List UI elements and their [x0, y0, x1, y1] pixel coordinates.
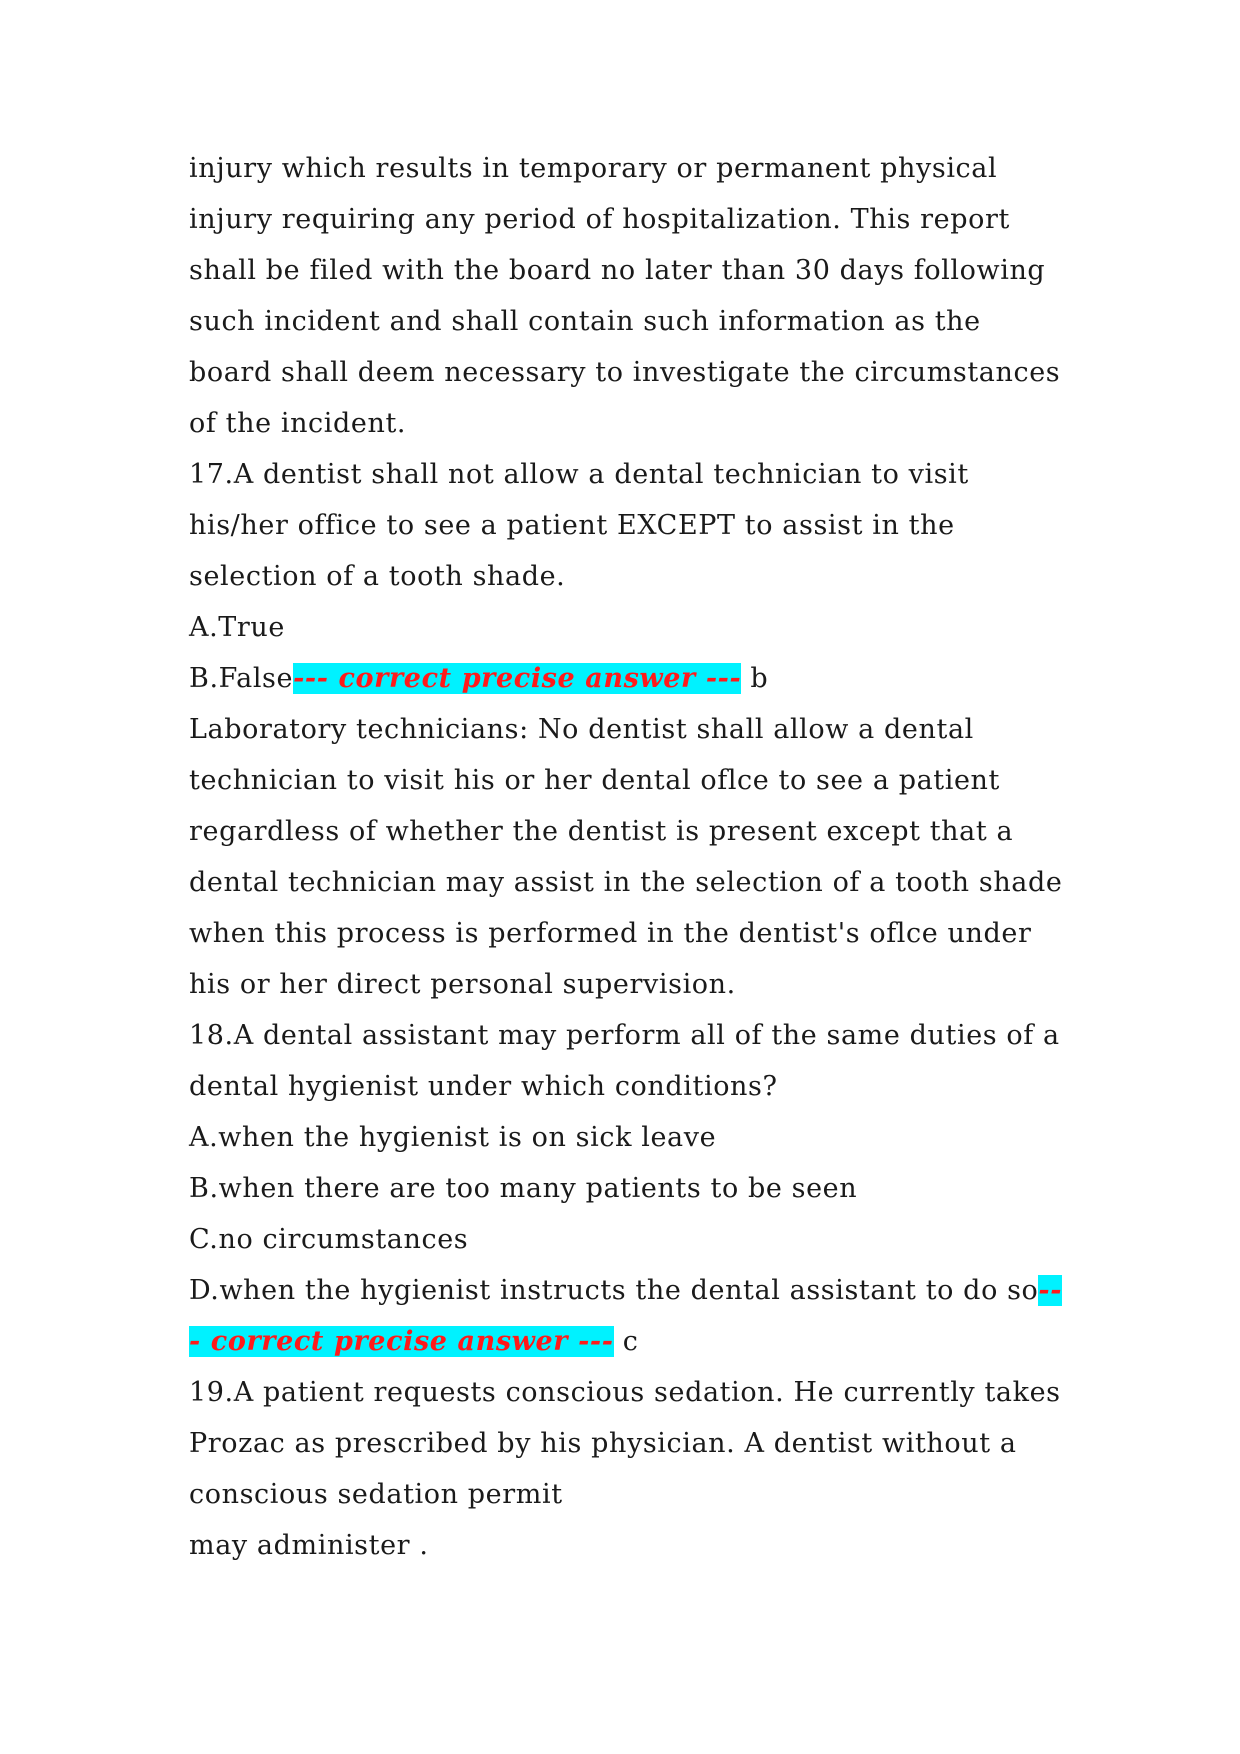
paragraph-incident-report: injury which results in temporary or permanent physical injury requiring any period of hospitalization. This report shall be filed with the board no later than 30 days following such incident and shall contain such information as the board shall deem necessary to investigate the circumstances of the incident. [189, 153, 1061, 439]
option-text: B.False [189, 663, 294, 694]
document-page [189, 143, 1069, 1571]
answer-letter: b [741, 663, 769, 694]
answer-letter: c [613, 1326, 639, 1357]
option-18-c: C.no circumstances [189, 1224, 469, 1255]
option-17-a: A.True [189, 612, 285, 643]
option-18-a: A.when the hygienist is on sick leave [189, 1122, 717, 1153]
question-18: 18.A dental assistant may perform all of the same duties of a dental hygienist under which conditions? [189, 1020, 1060, 1102]
explanation-laboratory-technicians: Laboratory technicians: No dentist shall allow a dental technician to visit his or her dental oflce to see a patient regardless of whether the dentist is present except that a dental technician may assist in the selection of a tooth shade when this process is performed in the dentist's oflce under his or her direct personal supervision. [189, 714, 1063, 1000]
question-19: 19.A patient requests conscious sedation. He currently takes Prozac as prescribed by his physician. A dentist without a conscious sedation permit [189, 1377, 1061, 1510]
correct-answer-highlight: --- correct precise answer --- [189, 1275, 1063, 1357]
option-17-b [189, 653, 1069, 704]
correct-answer-highlight: --- correct precise answer --- [293, 663, 742, 694]
question-17: 17.A dentist shall not allow a dental technician to visit his/her office to see a patient EXCEPT to assist in the selection of a tooth shade. [189, 459, 969, 592]
option-18-d [189, 1265, 1069, 1367]
question-19-continuation: may administer . [189, 1530, 429, 1561]
option-text: D.when the hygienist instructs the dental assistant to do so [189, 1275, 1039, 1306]
option-18-b: B.when there are too many patients to be seen [189, 1173, 858, 1204]
